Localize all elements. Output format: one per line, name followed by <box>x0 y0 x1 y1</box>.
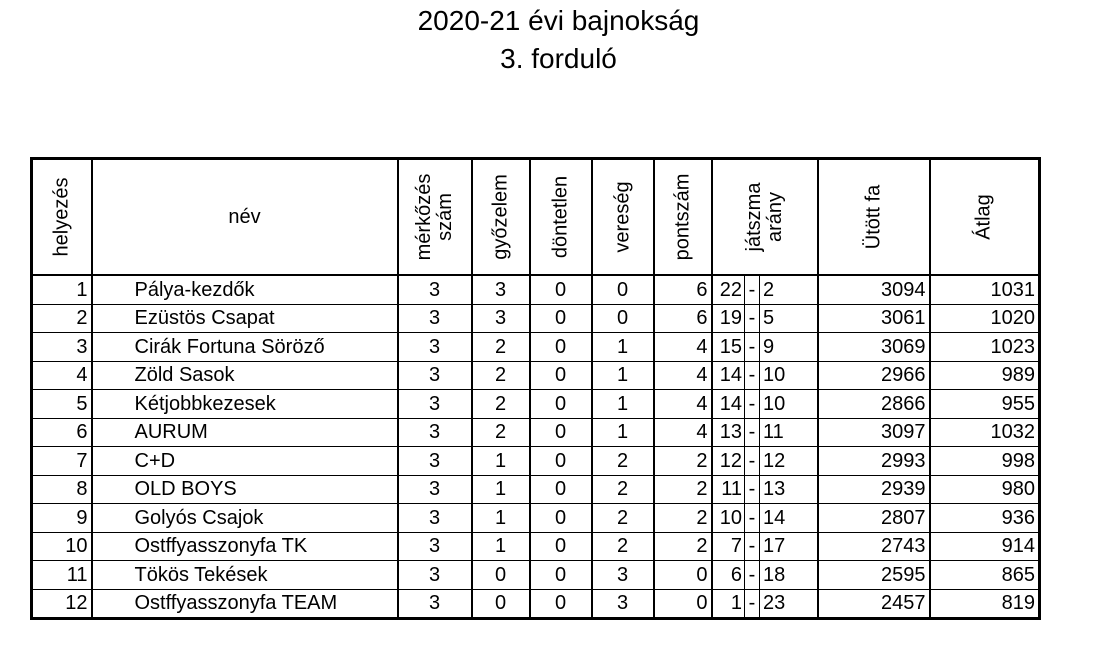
sets-separator: - <box>745 504 760 533</box>
average-cell: 914 <box>930 532 1040 561</box>
sets-lost-cell: 11 <box>760 418 818 447</box>
team-name: Ostffyasszonyfa TK <box>92 532 398 561</box>
team-name: C+D <box>92 447 398 476</box>
points-cell: 4 <box>654 390 712 419</box>
average-cell: 989 <box>930 361 1040 390</box>
team-name: OLD BOYS <box>92 475 398 504</box>
losses-cell: 2 <box>592 475 654 504</box>
pins-cell: 2743 <box>818 532 930 561</box>
losses-cell: 1 <box>592 390 654 419</box>
sets-won-cell: 1 <box>712 589 745 619</box>
table-row <box>32 532 1040 561</box>
page-subtitle: 3. forduló <box>500 43 617 74</box>
table-row <box>32 333 1040 362</box>
header-losses: vereség <box>592 159 654 276</box>
wins-cell: 1 <box>472 532 530 561</box>
points-cell: 2 <box>654 475 712 504</box>
table-row <box>32 275 1040 304</box>
rank-cell: 2 <box>32 304 92 333</box>
average-cell: 1032 <box>930 418 1040 447</box>
sets-lost-cell: 18 <box>760 561 818 590</box>
average-cell: 980 <box>930 475 1040 504</box>
pins-cell: 2595 <box>818 561 930 590</box>
team-name: Pálya-kezdők <box>92 275 398 304</box>
table-row <box>32 304 1040 333</box>
losses-cell: 2 <box>592 532 654 561</box>
header-draws: döntetlen <box>530 159 592 276</box>
header-sets: játszma arány <box>712 159 818 276</box>
table-row <box>32 504 1040 533</box>
sets-lost-cell: 12 <box>760 447 818 476</box>
header-name: név <box>92 159 398 276</box>
table-row <box>32 475 1040 504</box>
sets-lost-cell: 5 <box>760 304 818 333</box>
rank-cell: 4 <box>32 361 92 390</box>
sets-won-cell: 11 <box>712 475 745 504</box>
sets-won-cell: 19 <box>712 304 745 333</box>
sets-lost-cell: 14 <box>760 504 818 533</box>
header-points: pontszám <box>654 159 712 276</box>
matches-cell: 3 <box>398 475 472 504</box>
sets-separator: - <box>745 418 760 447</box>
average-cell: 936 <box>930 504 1040 533</box>
matches-cell: 3 <box>398 532 472 561</box>
sets-lost-cell: 9 <box>760 333 818 362</box>
pins-cell: 3061 <box>818 304 930 333</box>
sets-lost-cell: 2 <box>760 275 818 304</box>
pins-cell: 2457 <box>818 589 930 619</box>
draws-cell: 0 <box>530 589 592 619</box>
table-row <box>32 561 1040 590</box>
rank-cell: 8 <box>32 475 92 504</box>
table-row <box>32 589 1040 619</box>
team-name: Zöld Sasok <box>92 361 398 390</box>
sets-won-cell: 14 <box>712 361 745 390</box>
sets-won-cell: 12 <box>712 447 745 476</box>
sets-separator: - <box>745 447 760 476</box>
pins-cell: 3094 <box>818 275 930 304</box>
sets-separator: - <box>745 561 760 590</box>
sets-won-cell: 22 <box>712 275 745 304</box>
header-pins: Ütött fa <box>818 159 930 276</box>
sets-won-cell: 10 <box>712 504 745 533</box>
average-cell: 819 <box>930 589 1040 619</box>
rank-cell: 1 <box>32 275 92 304</box>
pins-cell: 3069 <box>818 333 930 362</box>
pins-cell: 2966 <box>818 361 930 390</box>
team-name: Cirák Fortuna Söröző <box>92 333 398 362</box>
losses-cell: 0 <box>592 275 654 304</box>
rank-cell: 11 <box>32 561 92 590</box>
points-cell: 2 <box>654 532 712 561</box>
sets-won-cell: 6 <box>712 561 745 590</box>
table-row <box>32 447 1040 476</box>
pins-cell: 2866 <box>818 390 930 419</box>
draws-cell: 0 <box>530 532 592 561</box>
average-cell: 1023 <box>930 333 1040 362</box>
wins-cell: 1 <box>472 475 530 504</box>
sets-lost-cell: 23 <box>760 589 818 619</box>
matches-cell: 3 <box>398 504 472 533</box>
team-name: Ostffyasszonyfa TEAM <box>92 589 398 619</box>
average-cell: 1020 <box>930 304 1040 333</box>
matches-cell: 3 <box>398 589 472 619</box>
wins-cell: 1 <box>472 504 530 533</box>
draws-cell: 0 <box>530 333 592 362</box>
table-row <box>32 418 1040 447</box>
losses-cell: 1 <box>592 333 654 362</box>
matches-cell: 3 <box>398 390 472 419</box>
rank-cell: 5 <box>32 390 92 419</box>
average-cell: 865 <box>930 561 1040 590</box>
points-cell: 0 <box>654 589 712 619</box>
pins-cell: 2807 <box>818 504 930 533</box>
points-cell: 4 <box>654 418 712 447</box>
points-cell: 2 <box>654 447 712 476</box>
standings-table <box>30 157 1041 620</box>
wins-cell: 2 <box>472 390 530 419</box>
wins-cell: 3 <box>472 304 530 333</box>
draws-cell: 0 <box>530 390 592 419</box>
wins-cell: 0 <box>472 589 530 619</box>
matches-cell: 3 <box>398 418 472 447</box>
table-row <box>32 390 1040 419</box>
rank-cell: 12 <box>32 589 92 619</box>
losses-cell: 1 <box>592 361 654 390</box>
rank-cell: 10 <box>32 532 92 561</box>
header-wins: győzelem <box>472 159 530 276</box>
rank-cell: 6 <box>32 418 92 447</box>
draws-cell: 0 <box>530 361 592 390</box>
standings-body <box>32 275 1040 619</box>
sets-lost-cell: 10 <box>760 390 818 419</box>
matches-cell: 3 <box>398 561 472 590</box>
wins-cell: 2 <box>472 361 530 390</box>
draws-cell: 0 <box>530 561 592 590</box>
rank-cell: 3 <box>32 333 92 362</box>
losses-cell: 3 <box>592 589 654 619</box>
points-cell: 6 <box>654 304 712 333</box>
team-name: Tökös Tekések <box>92 561 398 590</box>
losses-cell: 1 <box>592 418 654 447</box>
header-rank: helyezés <box>32 159 92 276</box>
points-cell: 4 <box>654 333 712 362</box>
sets-separator: - <box>745 361 760 390</box>
matches-cell: 3 <box>398 447 472 476</box>
team-name: AURUM <box>92 418 398 447</box>
sets-separator: - <box>745 532 760 561</box>
page-title: 2020-21 évi bajnokság <box>417 5 700 36</box>
team-name: Ezüstös Csapat <box>92 304 398 333</box>
sets-won-cell: 13 <box>712 418 745 447</box>
sets-separator: - <box>745 304 760 333</box>
draws-cell: 0 <box>530 304 592 333</box>
sets-separator: - <box>745 589 760 619</box>
sets-lost-cell: 13 <box>760 475 818 504</box>
points-cell: 6 <box>654 275 712 304</box>
average-cell: 955 <box>930 390 1040 419</box>
losses-cell: 2 <box>592 504 654 533</box>
table-row <box>32 361 1040 390</box>
wins-cell: 3 <box>472 275 530 304</box>
rank-cell: 7 <box>32 447 92 476</box>
points-cell: 4 <box>654 361 712 390</box>
sets-won-cell: 15 <box>712 333 745 362</box>
sets-lost-cell: 10 <box>760 361 818 390</box>
sets-won-cell: 14 <box>712 390 745 419</box>
sets-lost-cell: 17 <box>760 532 818 561</box>
matches-cell: 3 <box>398 275 472 304</box>
pins-cell: 2993 <box>818 447 930 476</box>
average-cell: 1031 <box>930 275 1040 304</box>
pins-cell: 3097 <box>818 418 930 447</box>
sets-separator: - <box>745 475 760 504</box>
team-name: Golyós Csajok <box>92 504 398 533</box>
matches-cell: 3 <box>398 304 472 333</box>
average-cell: 998 <box>930 447 1040 476</box>
rank-cell: 9 <box>32 504 92 533</box>
matches-cell: 3 <box>398 361 472 390</box>
header-row <box>32 159 1040 276</box>
losses-cell: 2 <box>592 447 654 476</box>
losses-cell: 0 <box>592 304 654 333</box>
draws-cell: 0 <box>530 447 592 476</box>
draws-cell: 0 <box>530 418 592 447</box>
sets-separator: - <box>745 333 760 362</box>
matches-cell: 3 <box>398 333 472 362</box>
draws-cell: 0 <box>530 504 592 533</box>
sets-separator: - <box>745 390 760 419</box>
sets-separator: - <box>745 275 760 304</box>
wins-cell: 0 <box>472 561 530 590</box>
draws-cell: 0 <box>530 475 592 504</box>
wins-cell: 2 <box>472 418 530 447</box>
points-cell: 0 <box>654 561 712 590</box>
team-name: Kétjobbkezesek <box>92 390 398 419</box>
pins-cell: 2939 <box>818 475 930 504</box>
wins-cell: 2 <box>472 333 530 362</box>
header-matches: mérkőzés szám <box>398 159 472 276</box>
sets-won-cell: 7 <box>712 532 745 561</box>
wins-cell: 1 <box>472 447 530 476</box>
losses-cell: 3 <box>592 561 654 590</box>
points-cell: 2 <box>654 504 712 533</box>
draws-cell: 0 <box>530 275 592 304</box>
header-average: Átlag <box>930 159 1040 276</box>
